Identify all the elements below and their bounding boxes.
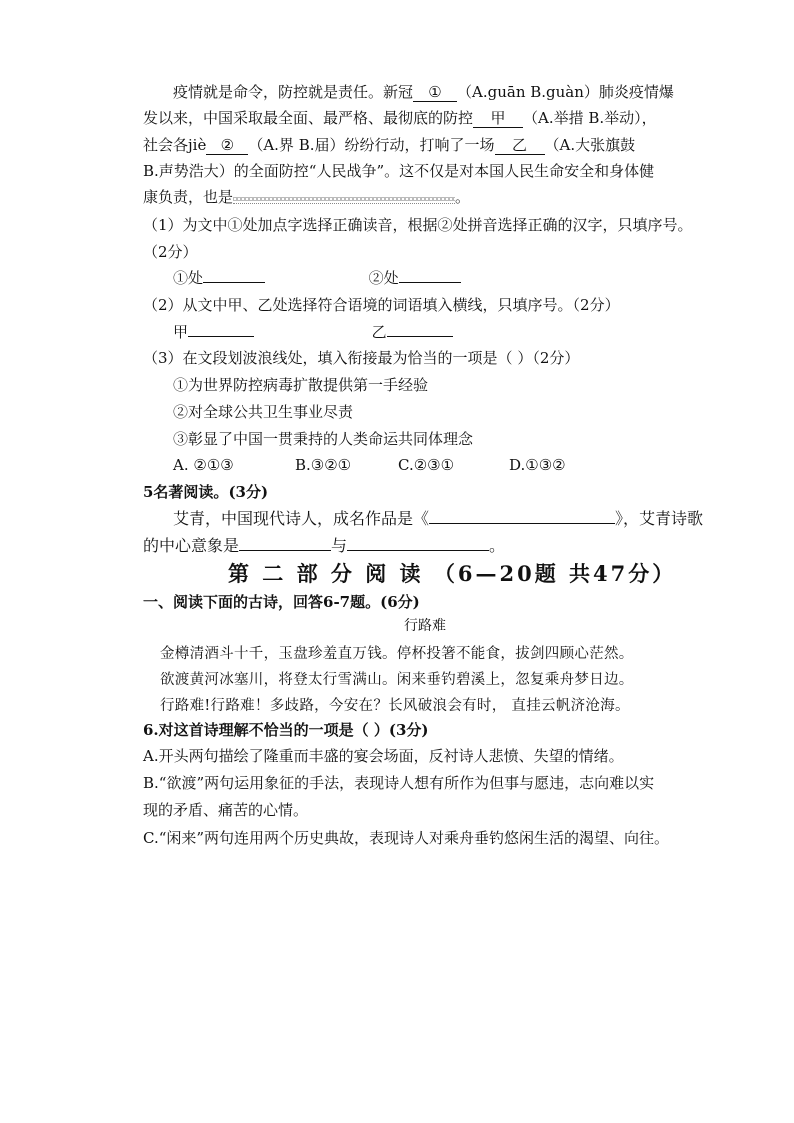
q2-label-a: 甲 — [173, 323, 189, 341]
passage-line-2 — [143, 108, 657, 128]
q5-text: 的中心意象是 — [143, 536, 240, 555]
passage-line-5 — [143, 187, 470, 207]
q2-answers — [173, 322, 453, 342]
q1-text: （1）为文中①处加点字选择正确读音，根据②处拼音选择正确的汉字，只填序号。 — [143, 216, 693, 234]
q2-text: （2）从文中甲、乙处选择符合语境的词语填入横线，只填序号。（2分） — [143, 296, 620, 314]
blank-jia: 甲 — [473, 110, 523, 128]
q1-blank-a[interactable] — [203, 282, 265, 283]
q3-option-c[interactable]: C.②③① — [398, 456, 455, 474]
q1-label-b: ②处 — [368, 269, 399, 287]
q6-option-a[interactable]: A.开头两句描绘了隆重而丰盛的宴会场面，反衬诗人悲愤、失望的情绪。 — [143, 747, 624, 765]
q3-option-b[interactable]: B.③②① — [295, 456, 352, 474]
q1-label-a: ①处 — [173, 269, 204, 287]
q1-answers — [173, 268, 461, 288]
passage-line-1 — [173, 82, 674, 102]
blank-yi: 乙 — [495, 137, 545, 155]
q3-sentence-3: ③彰显了中国一贯秉持的人类命运共同体理念 — [173, 430, 474, 448]
q5-text: 》，艾青诗歌 — [615, 509, 704, 528]
q2-blank-b[interactable] — [387, 336, 453, 337]
q2-blank-a[interactable] — [188, 336, 254, 337]
q3-option-d[interactable]: D.①③② — [509, 456, 566, 474]
passage-text: （A.大张旗鼓 — [544, 136, 636, 154]
wavy-blank — [233, 189, 455, 204]
passage-text: 康负责，也是 — [143, 188, 234, 206]
passage-text: B.声势浩大）的全面防控“人民战争”。这不仅是对本国人民生命安全和身体健 — [143, 162, 655, 180]
q6-option-c[interactable]: C.“闲来”两句连用两个历史典故，表现诗人对乘舟垂钓悠闲生活的渴望、向往。 — [143, 829, 670, 847]
passage-text: （A.界 B.届）纷纷行动，打响了一场 — [248, 136, 495, 154]
q6-option-b-line-1[interactable]: B.“欲渡”两句运用象征的手法，表现诗人想有所作为但事与愿违，志向难以实 — [143, 774, 655, 792]
q5-text: 与 — [331, 536, 348, 555]
q3-sentence-2: ②对全球公共卫生事业尽责 — [173, 403, 354, 421]
passage-text: （A.举措 B.举动）， — [523, 109, 657, 127]
passage-line-3 — [143, 135, 635, 155]
poem-line-1: 金樽清酒斗十千，玉盘珍羞直万钱。停杯投箸不能食，拔剑四顾心茫然。 — [160, 646, 634, 662]
q6-option-b-line-2: 现的矛盾、痛苦的心情。 — [143, 801, 309, 819]
section1-heading: 一、阅读下面的古诗，回答6-7题。(6分) — [143, 593, 420, 611]
q3-sentence-1: ①为世界防控病毒扩散提供第一手经验 — [173, 376, 429, 394]
passage-text: 。 — [455, 188, 471, 206]
q3-text: （3）在文段划波浪线处，填入衔接最为恰当的一项是（ ）（2分） — [143, 349, 580, 367]
passage-text: （A.guān B.guàn）肺炎疫情爆 — [457, 83, 674, 101]
blank-2: ② — [206, 137, 248, 155]
q5-text: 。 — [489, 536, 506, 555]
poem-title: 行路难 — [404, 618, 446, 634]
q5-blank-work[interactable] — [429, 523, 615, 524]
q5-line-1 — [173, 509, 703, 529]
q3-options — [173, 455, 566, 475]
poem-line-3: 行路难!行路难！多歧路，今安在？长风破浪会有时， 直挂云帆济沧海。 — [160, 698, 630, 714]
q1-blank-b[interactable] — [399, 282, 461, 283]
q5-text: 艾青，中国现代诗人，成名作品是《 — [173, 509, 430, 528]
q1-score: （2分） — [143, 243, 198, 261]
passage-text: 发以来，中国采取最全面、最严格、最彻底的防控 — [143, 109, 474, 127]
part2-heading: 第 二 部 分 阅 读 （6—20题 共47分） — [228, 561, 677, 586]
q2-label-b: 乙 — [371, 323, 387, 341]
passage-text: 疫情就是命令，防控就是责任。新冠 — [173, 83, 414, 101]
blank-1: ① — [413, 84, 457, 102]
q5-blank-image-1[interactable] — [239, 550, 331, 551]
q3-option-a[interactable]: A. ②①③ — [173, 456, 234, 474]
poem-line-2: 欲渡黄河冰塞川，将登太行雪满山。闲来垂钓碧溪上，忽复乘舟梦日边。 — [160, 672, 634, 688]
passage-text: 社会各jiè — [143, 136, 207, 154]
passage-line-4 — [143, 161, 654, 181]
q5-title: 5名著阅读。(3分) — [143, 483, 269, 501]
q6-title: 6.对这首诗理解不恰当的一项是（ ）(3分) — [143, 721, 429, 739]
q5-line-2 — [143, 536, 505, 556]
q5-blank-image-2[interactable] — [347, 550, 489, 551]
